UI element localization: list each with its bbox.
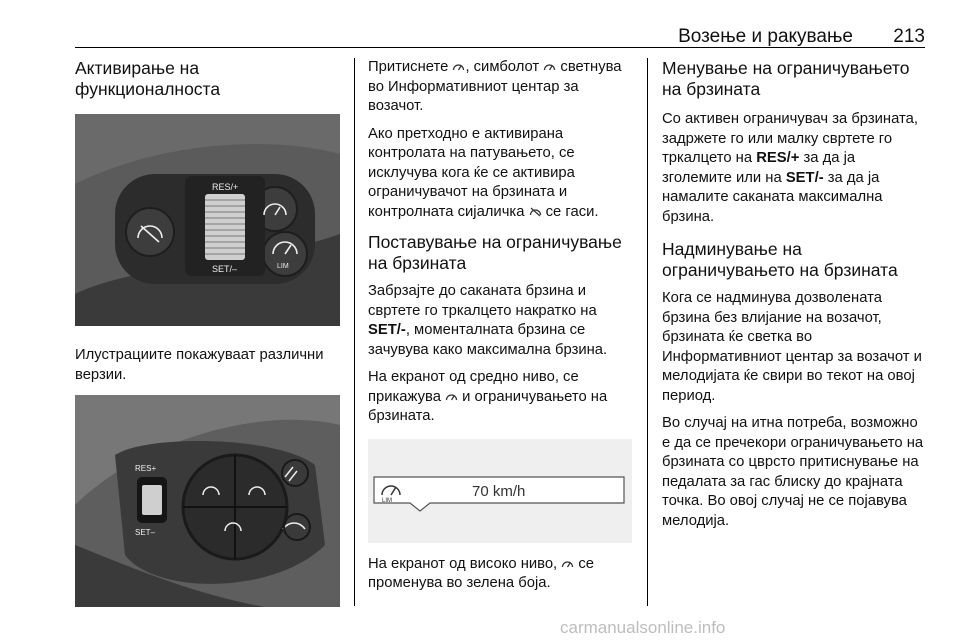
steering-wheel-illustration-1	[75, 114, 340, 326]
display-mid-level	[368, 439, 632, 543]
page-header	[75, 26, 925, 48]
text-span: за да ја зголемите или на	[662, 150, 856, 186]
column-left	[75, 58, 340, 607]
heading-activation: Активирање на функционалноста	[75, 58, 221, 99]
column-right	[662, 58, 926, 539]
text-span: Со активен ограничувач за брзината, задржете го или малку свртете го тркалцето на	[662, 111, 918, 166]
text-span: се гаси.	[541, 203, 599, 220]
res-plus-label: RES/+	[756, 150, 800, 166]
res-label-1: RES/+	[212, 182, 239, 192]
res-label-2: RES+	[135, 464, 157, 473]
text-span: се променува во зелена боја.	[368, 555, 595, 591]
text-span: Забрзајте до саканата брзина и свртете го тркалцето накратко на	[368, 283, 597, 319]
steering-wheel-image-1	[75, 114, 340, 326]
display-illustration	[368, 439, 632, 543]
paragraph-cruise-control	[368, 125, 632, 223]
lim-label-1: LIM	[277, 263, 289, 270]
column-divider-2	[647, 58, 648, 606]
steering-wheel-image-2	[75, 395, 340, 607]
column-divider-1	[354, 58, 355, 606]
cruise-control-icon	[529, 206, 542, 217]
image-caption: Илустрациите покажуваат различни верзии.	[75, 347, 324, 383]
text-span: , симболот	[465, 59, 544, 75]
set-minus-label: SET/-	[785, 169, 824, 186]
speed-limiter-icon	[445, 391, 458, 402]
header-rule	[75, 47, 925, 48]
text-span: за да ја намалите саканата максимална брзина.	[662, 169, 883, 225]
text-span: На екранот од високо ниво,	[368, 555, 562, 572]
paragraph-press	[368, 58, 632, 117]
text-span: , моменталната брзина се зачувува како максимална брзина.	[368, 322, 608, 358]
set-label-1: SET/–	[212, 264, 238, 274]
heading-set-limit: Поставување на ограничување на брзината	[368, 232, 622, 273]
display-lim-label: LIM	[382, 497, 393, 504]
paragraph-change-limit	[662, 110, 926, 227]
paragraph-accelerate	[368, 282, 632, 360]
text-span: светнува во Информативниот центар за возачот.	[368, 59, 622, 114]
text-span: Ако претходно е активирана контролата на патувањето, се исклучува кога ќе се активира ограничувачот на брзината и контролната сијаличка	[368, 125, 575, 220]
speed-limiter-icon	[561, 558, 574, 569]
text-span: и ограничувањето на брзината.	[368, 388, 608, 424]
paragraph-exceed: Кога се надминува дозволената брзина без влијание на возачот, брзината ќе светка во Информативниот центар за возачот и мелодијата ќе свири во текот на овој период.	[662, 290, 922, 404]
heading-exceed-limit: Надминување на ограничувањето на брзината	[662, 239, 898, 280]
speed-limiter-icon	[543, 61, 556, 72]
speed-limiter-icon	[452, 61, 465, 72]
text-span: Притиснете	[368, 59, 453, 75]
watermark: carmanualsonline.info	[560, 618, 726, 637]
page-number: 213	[893, 26, 925, 47]
set-minus-label: SET/-	[368, 322, 406, 338]
paragraph-mid-level	[368, 368, 632, 427]
steering-wheel-illustration-2	[75, 395, 340, 607]
display-speed: 70 km/h	[472, 482, 526, 500]
section-title: Возење и ракување	[678, 26, 853, 47]
set-label-2: SET–	[135, 528, 156, 537]
text-span: На екранот од средно ниво, се прикажува	[368, 369, 579, 405]
paragraph-high-level	[368, 555, 632, 594]
paragraph-emergency: Во случај на итна потреба, возможно е да се пречекори ограничувањето на брзината со цврсто притиснување на педалата за гас блиску до крајната точка. Во овој случај не се појавува мелодија.	[662, 415, 924, 529]
column-middle	[368, 58, 632, 602]
heading-change-limit: Менување на ограничувањето на брзината	[662, 58, 910, 99]
